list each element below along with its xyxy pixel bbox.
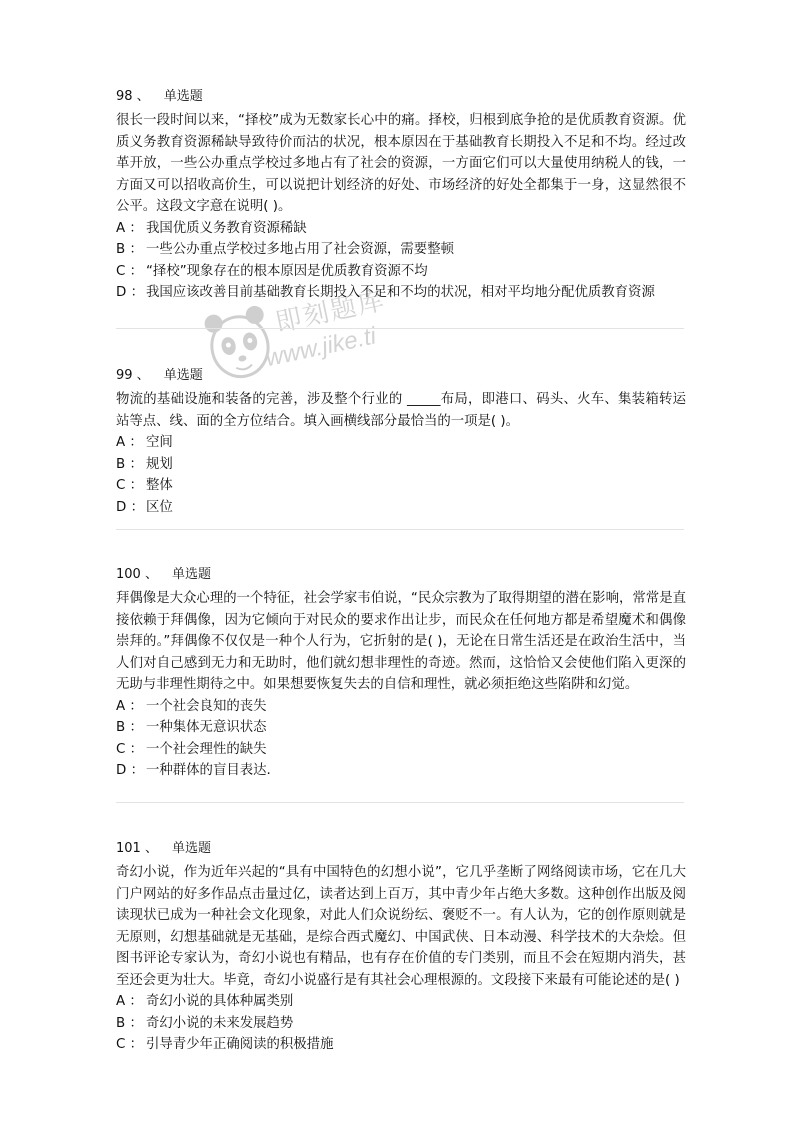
- option-list: [116, 696, 686, 782]
- divider: [116, 328, 684, 329]
- question-number: 100 、: [116, 567, 158, 582]
- option-b[interactable]: B ： 一些公办重点学校过多地占用了社会资源，需要整顿: [116, 242, 454, 257]
- question-101: [116, 840, 686, 1056]
- question-type: 单选题: [171, 567, 211, 582]
- question-98: [116, 88, 686, 304]
- question-type: 单选题: [163, 368, 203, 383]
- option-b[interactable]: B ： 奇幻小说的未来发展趋势: [116, 1015, 294, 1031]
- question-number: 99 、: [116, 368, 150, 383]
- question-99: [116, 367, 686, 518]
- question-type: 单选题: [163, 89, 203, 104]
- question-stem: 拜偶像是大众心理的一个特征，社会学家韦伯说，“民众宗教为了取得期望的潜在影响，常常是直接依赖于拜偶像，因为它倾向于对民众的要求作出让步，而民众在任何地方都是希望魔术和偶像崇拜的。”拜偶像不仅仅是一种个人行为，它折射的是( )，无论在日常生活还是在政治生活中，当人们对自己感到无力和无助时，他们就幻想非理性的奇迹。然而，这恰恰又会使他们陷入更深的无助与非理性期待之中。如果想要恢复失去的自信和理性，就必须拒绝这些陷阱和幻觉。: [116, 591, 686, 692]
- option-b[interactable]: B ： 规划: [116, 456, 173, 472]
- option-d[interactable]: D ： 我国应该改善目前基础教育长期投入不足和不均的状况，相对平均地分配优质教育资源: [116, 285, 655, 300]
- divider: [116, 802, 684, 803]
- question-header: [116, 88, 686, 106]
- question-header: [116, 840, 686, 858]
- question-header: [116, 566, 686, 584]
- question-header: [116, 367, 686, 385]
- option-c[interactable]: C ： “择校”现象存在的根本原因是优质教育资源不均: [116, 263, 428, 279]
- option-a[interactable]: A ： 空间: [116, 435, 173, 450]
- option-list: [116, 432, 686, 518]
- option-a[interactable]: A ： 一个社会良知的丧失: [116, 698, 267, 714]
- option-c[interactable]: C ： 引导青少年正确阅读的积极措施: [116, 1037, 334, 1052]
- option-list: [116, 218, 686, 304]
- question-stem: 很长一段时间以来，“择校”成为无数家长心中的痛。择校，归根到底争抢的是优质教育资源。优质义务教育资源稀缺导致待价而沽的状况，根本原因在于基础教育长期投入不足和不均。经过改革开放，一些公办重点学校过多地占有了社会的资源，一方面它们可以大量使用纳税人的钱，一方面又可以招收高价生，可以说把计划经济的好处、市场经济的好处全都集于一身，这显然很不公平。这段文字意在说明( )。: [116, 113, 686, 214]
- question-stem: 物流的基础设施和装备的完善，涉及整个行业的 _____布局，即港口、码头、火车、集装箱转运站等点、线、面的全方位结合。填入画横线部分最恰当的一项是( )。: [116, 392, 686, 429]
- option-c[interactable]: C ： 一个社会理性的缺失: [116, 741, 267, 757]
- option-a[interactable]: A ： 奇幻小说的具体种属类别: [116, 994, 294, 1009]
- question-100: [116, 566, 686, 782]
- watermark-brand: 即刻题库: [272, 284, 389, 338]
- option-a[interactable]: A ： 我国优质义务教育资源稀缺: [116, 220, 307, 236]
- question-number: 98 、: [116, 89, 150, 104]
- option-d[interactable]: D ： 区位: [116, 499, 173, 515]
- divider: [116, 529, 684, 530]
- question-number: 101 、: [116, 841, 158, 856]
- watermark-url: www.jike.ti: [263, 322, 379, 373]
- option-list: [116, 991, 686, 1056]
- option-b[interactable]: B ： 一种集体无意识状态: [116, 720, 267, 735]
- question-stem: 奇幻小说，作为近年兴起的“具有中国特色的幻想小说”，它几乎垄断了网络阅读市场，它在几大门户网站的好多作品点击量过亿，读者达到上百万，其中青少年占绝大多数。这种创作出版及阅读现状已成为一种社会文化现象，对此人们众说纷纭、褒贬不一。有人认为，它的创作原则就是无原则，幻想基础就是无基础，是综合西式魔幻、中国武侠、日本动漫、科学技术的大杂烩。但图书评论专家认为，奇幻小说也有精品，也有存在价值的专门类别，而且不会在短期内消失，甚至还会更为壮大。毕竟，奇幻小说盛行是有其社会心理根源的。文段接下来最有可能论述的是( ): [116, 865, 686, 988]
- option-c[interactable]: C ： 整体: [116, 478, 173, 493]
- option-d[interactable]: D ： 一种群体的盲目表达.: [116, 763, 271, 778]
- question-type: 单选题: [171, 841, 211, 856]
